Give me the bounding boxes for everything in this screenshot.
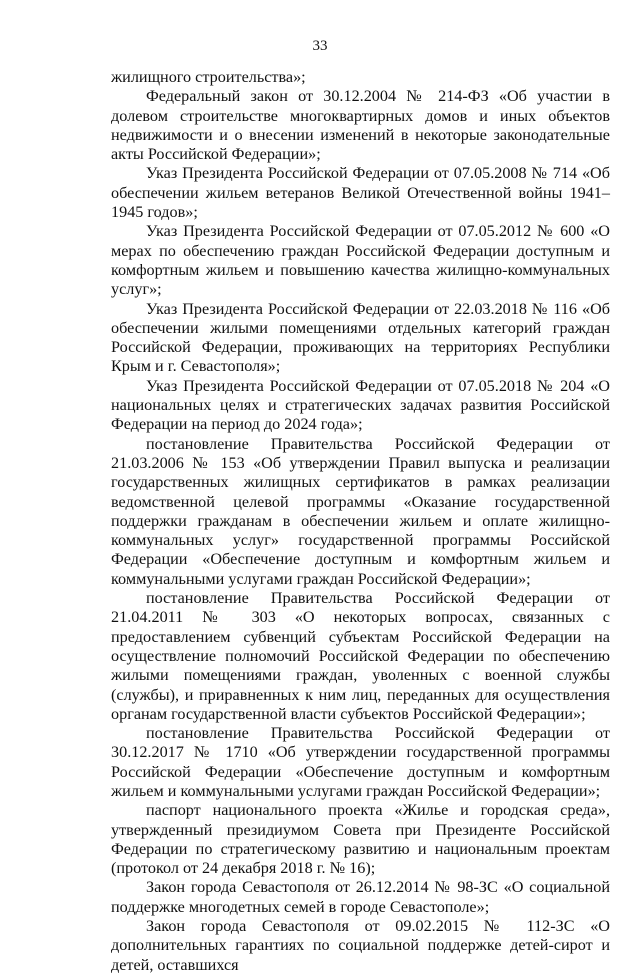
paragraph-decree-116: Указ Президента Российской Федерации от 22.03.2018 № 116 «Об обеспечении жилыми помещениями отдельных категорий граждан Российской Федерации, проживающих на территориях Республики Крым и г. Севастополя»; (111, 299, 610, 376)
paragraph-resolution-153: постановление Правительства Российской Федерации от 21.03.2006 № 153 «Об утверждении Правил выпуска и реализации государственных жилищных сертификатов в рамках реализации ведомственной целевой программы «Оказание государственной поддержки гражданам в обеспечении жильем и оплате жилищно-коммунальных услуг» государственной программы Российской Федерации «Обеспечение доступным и комфортным жильем и коммунальными услугами граждан Российской Федерации»; (111, 434, 610, 588)
paragraph-national-project-passport: паспорт национального проекта «Жилье и городская среда», утвержденный президиумом Совета при Президенте Российской Федерации по стратегическому развитию и национальным проектам (протокол от 24 декабря 2018 г. № 16); (111, 801, 610, 878)
paragraph-federal-law-214: Федеральный закон от 30.12.2004 № 214-ФЗ «Об участии в долевом строительстве многоквартирных домов и иных объектов недвижимости и о внесении изменений в некоторые законодательные акты Российской Федерации»; (111, 87, 610, 164)
paragraph-resolution-1710: постановление Правительства Российской Федерации от 30.12.2017 № 1710 «Об утверждении государственной программы Российской Федерации «Обеспечение доступным и комфортным жильем и коммунальными услугами граждан Российской Федерации»; (111, 724, 610, 800)
paragraph-sevastopol-law-98: Закон города Севастополя от 26.12.2014 № 98-ЗС «О социальной поддержке многодетных семей в городе Севастополе»; (111, 878, 610, 916)
paragraph-sevastopol-law-112: Закон города Севастополя от 09.02.2015 № 112-ЗС «О дополнительных гарантиях по социальной поддержке детей-сирот и детей, оставшихся (111, 917, 610, 974)
page-number: 33 (312, 38, 328, 54)
paragraph-decree-204: Указ Президента Российской Федерации от 07.05.2018 № 204 «О национальных целях и стратегических задачах развития Российской Федерации на период до 2024 года»; (111, 376, 610, 434)
paragraph-resolution-303: постановление Правительства Российской Федерации от 21.04.2011 № 303 «О некоторых вопросах, связанных с предоставлением субвенций субъектам Российской Федерации на осуществление полномочий Российской Федерации по обеспечению жилыми помещениями граждан, уволенных с военной службы (службы), и приравненных к ним лиц, переданных для осуществления органам государственной власти субъектов Российской Федерации»; (111, 589, 610, 723)
paragraph-continuation: жилищного строительства»; (111, 68, 306, 86)
paragraph-decree-714: Указ Президента Российской Федерации от 07.05.2008 № 714 «Об обеспечении жильем ветеранов Великой Отечественной войны 1941–1945 годов»; (111, 164, 610, 222)
document-body (111, 68, 610, 975)
paragraph-decree-600: Указ Президента Российской Федерации от 07.05.2012 № 600 «О мерах по обеспечению граждан Российской Федерации доступным и комфортным жильем и повышению качества жилищно-коммунальных услуг»; (111, 222, 610, 299)
